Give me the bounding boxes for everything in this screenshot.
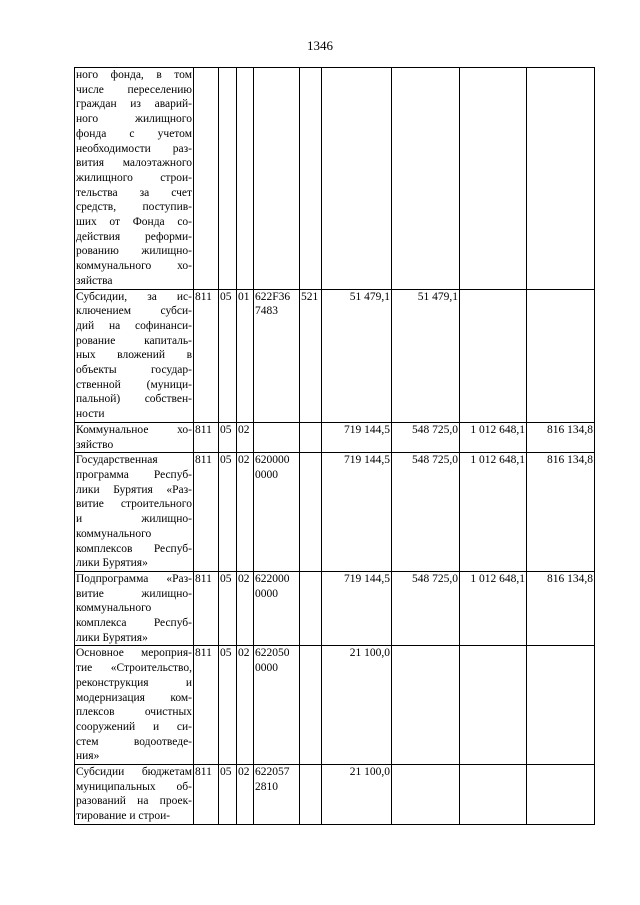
- pr-cell: 02: [237, 422, 254, 452]
- value-cell-4: [527, 646, 595, 765]
- item-name-line: лики Бурятия «Раз-: [76, 483, 192, 496]
- gr-cell: 811: [194, 765, 219, 825]
- rz-cell: 05: [219, 571, 237, 646]
- item-name-line: граждан из аварий-: [76, 98, 192, 111]
- item-name-line: коммунального: [76, 602, 152, 615]
- item-name-line: зяйство: [76, 438, 114, 451]
- value-cell-2: [392, 646, 460, 765]
- csr-cell: [254, 68, 300, 290]
- item-name-line: ния»: [76, 750, 100, 763]
- table-row: [75, 646, 595, 765]
- item-name-line: вития малоэтажного: [76, 157, 192, 170]
- rz-cell: 05: [219, 646, 237, 765]
- csr-cell: 622050 0000: [254, 646, 300, 765]
- item-name-line: коммунального хо-: [76, 260, 192, 273]
- csr-cell: [254, 422, 300, 452]
- item-name-line: сооружений и си-: [76, 720, 192, 733]
- value-cell-3: 1 012 648,1: [460, 453, 527, 572]
- item-name-line: пальной) собствен-: [76, 393, 192, 406]
- pr-cell: 02: [237, 571, 254, 646]
- csr-cell: 622000 0000: [254, 571, 300, 646]
- budget-table: [74, 67, 595, 825]
- gr-cell: 811: [194, 646, 219, 765]
- value-cell-2: 548 725,0: [392, 453, 460, 572]
- value-cell-3: [460, 289, 527, 422]
- pr-cell: 02: [237, 765, 254, 825]
- item-name-cell: [75, 765, 194, 825]
- item-name-line: средств, поступив-: [76, 201, 192, 214]
- value-cell-4: 816 134,8: [527, 453, 595, 572]
- value-cell-2: 51 479,1: [392, 289, 460, 422]
- item-name-line: плексов очистных: [76, 706, 192, 719]
- item-name-line: модернизация ком-: [76, 691, 192, 704]
- value-cell-3: 1 012 648,1: [460, 571, 527, 646]
- vr-cell: [300, 571, 322, 646]
- item-name-line: Коммунальное хо-: [76, 423, 192, 436]
- item-name-line: ного жилищного: [76, 113, 192, 126]
- item-name-line: жилищного строи-: [76, 171, 192, 184]
- item-name-line: муниципальных об-: [76, 780, 192, 793]
- table-row: [75, 765, 595, 825]
- item-name-line: дий на софинанси-: [76, 319, 192, 332]
- item-name-line: комплекса Респуб-: [76, 617, 192, 630]
- item-name-line: комплексов Респуб-: [76, 542, 192, 555]
- value-cell-1: 51 479,1: [322, 289, 392, 422]
- item-name-line: объекты государ-: [76, 364, 192, 377]
- value-cell-2: [392, 68, 460, 290]
- item-name-line: Государственная: [76, 454, 158, 467]
- value-cell-3: [460, 68, 527, 290]
- pr-cell: [237, 68, 254, 290]
- gr-cell: 811: [194, 422, 219, 452]
- item-name-line: ного фонда, в том: [76, 69, 192, 81]
- rz-cell: 05: [219, 422, 237, 452]
- vr-cell: [300, 453, 322, 572]
- vr-cell: 521: [300, 289, 322, 422]
- item-name-line: ности: [76, 408, 105, 421]
- item-name-cell: [75, 646, 194, 765]
- vr-cell: [300, 646, 322, 765]
- value-cell-1: 719 144,5: [322, 422, 392, 452]
- item-name-line: тирование и строи-: [76, 810, 171, 823]
- value-cell-4: 816 134,8: [527, 422, 595, 452]
- item-name-line: действия реформи-: [76, 230, 192, 243]
- pr-cell: 02: [237, 646, 254, 765]
- value-cell-1: 719 144,5: [322, 571, 392, 646]
- item-name-line: коммунального: [76, 527, 152, 540]
- item-name-line: фонда с учетом: [76, 127, 192, 140]
- value-cell-4: [527, 289, 595, 422]
- value-cell-3: 1 012 648,1: [460, 422, 527, 452]
- item-name-line: лики Бурятия»: [76, 631, 148, 644]
- value-cell-1: 21 100,0: [322, 646, 392, 765]
- item-name-cell: [75, 68, 194, 290]
- table-row: [75, 422, 595, 452]
- item-name-line: ственной (муници-: [76, 378, 192, 391]
- item-name-line: тие «Строительство,: [76, 662, 192, 675]
- item-name-line: стем водоотведе-: [76, 735, 192, 748]
- page-number: 1346: [307, 38, 333, 53]
- rz-cell: 05: [219, 765, 237, 825]
- item-name-line: витие жилищно-: [76, 587, 192, 600]
- item-name-line: Основное мероприя-: [76, 647, 192, 660]
- value-cell-3: [460, 765, 527, 825]
- vr-cell: [300, 765, 322, 825]
- value-cell-4: [527, 765, 595, 825]
- table-row: [75, 289, 595, 422]
- item-name-line: Субсидии, за ис-: [76, 290, 192, 303]
- table-row: [75, 68, 595, 290]
- table-row: [75, 453, 595, 572]
- item-name-line: лики Бурятия»: [76, 557, 148, 570]
- value-cell-3: [460, 646, 527, 765]
- item-name-line: рованию жилищно-: [76, 245, 192, 258]
- item-name-cell: [75, 289, 194, 422]
- value-cell-2: 548 725,0: [392, 571, 460, 646]
- item-name-cell: [75, 422, 194, 452]
- item-name-line: ключением субси-: [76, 305, 192, 318]
- item-name-line: тельства за счет: [76, 186, 192, 199]
- value-cell-4: 816 134,8: [527, 571, 595, 646]
- item-name-line: рование капиталь-: [76, 334, 192, 347]
- csr-cell: 620000 0000: [254, 453, 300, 572]
- rz-cell: 05: [219, 453, 237, 572]
- vr-cell: [300, 68, 322, 290]
- item-name-line: витие строительного: [76, 498, 192, 511]
- pr-cell: 01: [237, 289, 254, 422]
- rz-cell: 05: [219, 289, 237, 422]
- item-name-line: Подпрограмма «Раз-: [76, 572, 192, 585]
- value-cell-1: 719 144,5: [322, 453, 392, 572]
- item-name-cell: [75, 571, 194, 646]
- item-name-line: зяйства: [76, 274, 113, 287]
- vr-cell: [300, 422, 322, 452]
- item-name-cell: [75, 453, 194, 572]
- value-cell-2: [392, 765, 460, 825]
- value-cell-1: 21 100,0: [322, 765, 392, 825]
- item-name-line: числе переселению: [76, 83, 192, 96]
- table-body: [75, 68, 595, 825]
- item-name-line: Субсидии бюджетам: [76, 766, 192, 779]
- gr-cell: 811: [194, 453, 219, 572]
- item-name-line: ных вложений в: [76, 349, 192, 362]
- gr-cell: 811: [194, 571, 219, 646]
- value-cell-1: [322, 68, 392, 290]
- gr-cell: [194, 68, 219, 290]
- pr-cell: 02: [237, 453, 254, 572]
- table-row: [75, 571, 595, 646]
- csr-cell: 622F36 7483: [254, 289, 300, 422]
- item-name-line: программа Респуб-: [76, 468, 192, 481]
- csr-cell: 622057 2810: [254, 765, 300, 825]
- value-cell-2: 548 725,0: [392, 422, 460, 452]
- value-cell-4: [527, 68, 595, 290]
- item-name-line: ших от Фонда со-: [76, 216, 192, 229]
- gr-cell: 811: [194, 289, 219, 422]
- rz-cell: [219, 68, 237, 290]
- item-name-line: разований на проек-: [76, 795, 192, 808]
- item-name-line: реконструкция и: [76, 676, 192, 689]
- item-name-line: необходимости раз-: [76, 142, 192, 155]
- item-name-line: и жилищно-: [76, 513, 192, 526]
